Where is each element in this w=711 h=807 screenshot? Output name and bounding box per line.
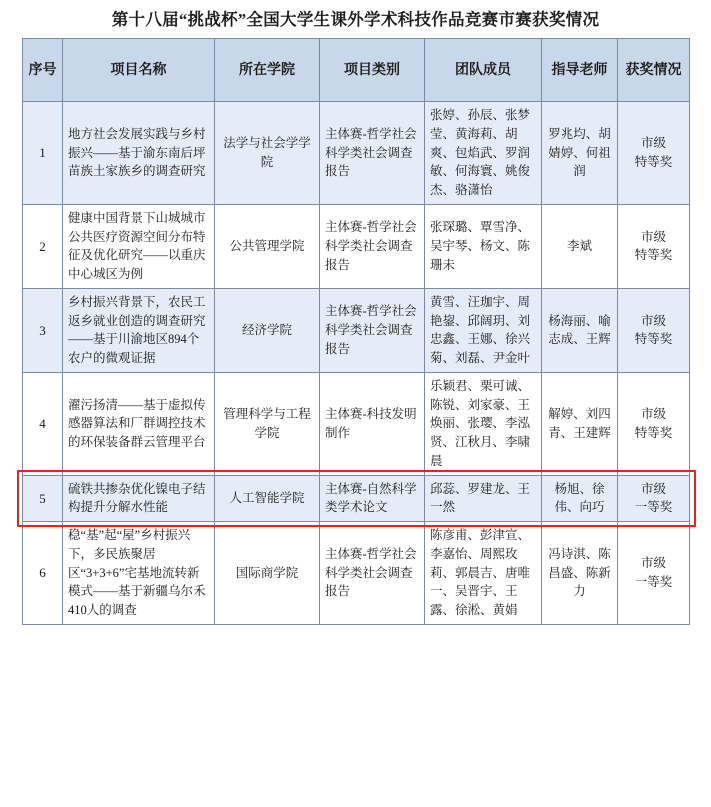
cell-college: 人工智能学院 <box>215 475 320 522</box>
award-rank: 一等奖 <box>634 500 673 515</box>
cell-seq: 5 <box>23 475 63 522</box>
column-header-project-name: 项目名称 <box>63 39 215 102</box>
cell-college: 公共管理学院 <box>215 204 320 288</box>
cell-advisor: 解婷、刘四青、王建辉 <box>542 372 618 475</box>
award-level: 市级 <box>640 556 666 571</box>
column-header-seq: 序号 <box>23 39 63 102</box>
cell-award <box>618 522 690 625</box>
cell-seq: 1 <box>23 102 63 205</box>
cell-project-type: 主体赛-哲学社会科学类社会调查报告 <box>320 204 425 288</box>
column-header-award: 获奖情况 <box>618 39 690 102</box>
award-level: 市级 <box>640 406 666 421</box>
cell-advisor: 杨海丽、喻志成、王辉 <box>542 288 618 372</box>
award-rank: 特等奖 <box>634 332 673 347</box>
cell-advisor: 李斌 <box>542 204 618 288</box>
cell-advisor: 杨旭、徐伟、向巧 <box>542 475 618 522</box>
award-table <box>22 38 690 625</box>
cell-project-name: 硫铁共掺杂优化镍电子结构提升分解水性能 <box>63 475 215 522</box>
award-level: 市级 <box>640 481 666 496</box>
column-header-team-members: 团队成员 <box>425 39 542 102</box>
cell-advisor: 罗兆均、胡婧婷、何祖润 <box>542 102 618 205</box>
award-level: 市级 <box>640 313 666 328</box>
award-rank: 一等奖 <box>634 574 673 589</box>
cell-project-type: 主体赛-哲学社会科学类社会调查报告 <box>320 288 425 372</box>
cell-college: 法学与社会学学院 <box>215 102 320 205</box>
cell-project-name: 健康中国背景下山城城市公共医疗资源空间分布特征及优化研究——以重庆中心城区为例 <box>63 204 215 288</box>
table-row-highlighted <box>23 475 690 522</box>
cell-project-name: 稳“基”起“屋”乡村振兴下，多民族聚居区“3+3+6”宅基地流转新模式——基于新疆乌尔禾410人的调查 <box>63 522 215 625</box>
column-header-advisor: 指导老师 <box>542 39 618 102</box>
cell-award <box>618 102 690 205</box>
cell-award <box>618 372 690 475</box>
table-header <box>23 39 690 102</box>
cell-team-members: 黄雪、汪珈宇、周艳鋆、邱阔玥、刘忠鑫、王娜、徐兴菊、刘磊、尹金叶 <box>425 288 542 372</box>
cell-advisor: 冯诗淇、陈昌盛、陈新力 <box>542 522 618 625</box>
cell-seq: 3 <box>23 288 63 372</box>
award-rank: 特等奖 <box>634 248 673 263</box>
header-row <box>23 39 690 102</box>
award-level: 市级 <box>640 136 666 151</box>
cell-college: 国际商学院 <box>215 522 320 625</box>
cell-team-members: 张婷、孙辰、张梦莹、黄海莉、胡爽、包焰武、罗润敏、何海寰、姚俊杰、骆潇怡 <box>425 102 542 205</box>
column-header-project-type: 项目类别 <box>320 39 425 102</box>
cell-project-name: 地方社会发展实践与乡村振兴——基于渝东南后坪苗族土家族乡的调查研究 <box>63 102 215 205</box>
cell-award <box>618 288 690 372</box>
table-row <box>23 204 690 288</box>
table-row <box>23 288 690 372</box>
cell-college: 经济学院 <box>215 288 320 372</box>
cell-team-members: 陈彦甫、彭津宣、李嘉怡、周熙玫莉、郭晨吉、唐唯一、吴晋宇、王露、徐淞、黄娟 <box>425 522 542 625</box>
cell-project-name: 乡村振兴背景下，农民工返乡就业创造的调查研究——基于川渝地区894个农户的微观证据 <box>63 288 215 372</box>
cell-seq: 4 <box>23 372 63 475</box>
cell-seq: 6 <box>23 522 63 625</box>
cell-seq: 2 <box>23 204 63 288</box>
column-header-college: 所在学院 <box>215 39 320 102</box>
table-row <box>23 372 690 475</box>
table-row <box>23 522 690 625</box>
cell-project-type: 主体赛-哲学社会科学类社会调查报告 <box>320 102 425 205</box>
cell-project-type: 主体赛-自然科学类学术论文 <box>320 475 425 522</box>
cell-team-members: 邱蕊、罗建龙、王一然 <box>425 475 542 522</box>
page-title: 第十八届“挑战杯”全国大学生课外学术科技作品竞赛市赛获奖情况 <box>111 10 600 29</box>
cell-college: 管理科学与工程学院 <box>215 372 320 475</box>
award-rank: 特等奖 <box>634 425 673 440</box>
award-rank: 特等奖 <box>634 154 673 169</box>
table-row <box>23 102 690 205</box>
award-level: 市级 <box>640 229 666 244</box>
cell-project-type: 主体赛-哲学社会科学类社会调查报告 <box>320 522 425 625</box>
cell-team-members: 张琛璐、覃雪净、吴宇琴、杨文、陈珊未 <box>425 204 542 288</box>
cell-project-type: 主体赛-科技发明制作 <box>320 372 425 475</box>
cell-project-name: 濯污扬清——基于虚拟传感器算法和厂群调控技术的环保装备群云管理平台 <box>63 372 215 475</box>
cell-team-members: 乐颖君、栗可诚、陈锐、刘家豪、王焕丽、张璎、李泓贤、江秋月、李啸晨 <box>425 372 542 475</box>
table-body <box>23 102 690 625</box>
award-table-container <box>0 38 711 625</box>
cell-award <box>618 475 690 522</box>
cell-award <box>618 204 690 288</box>
